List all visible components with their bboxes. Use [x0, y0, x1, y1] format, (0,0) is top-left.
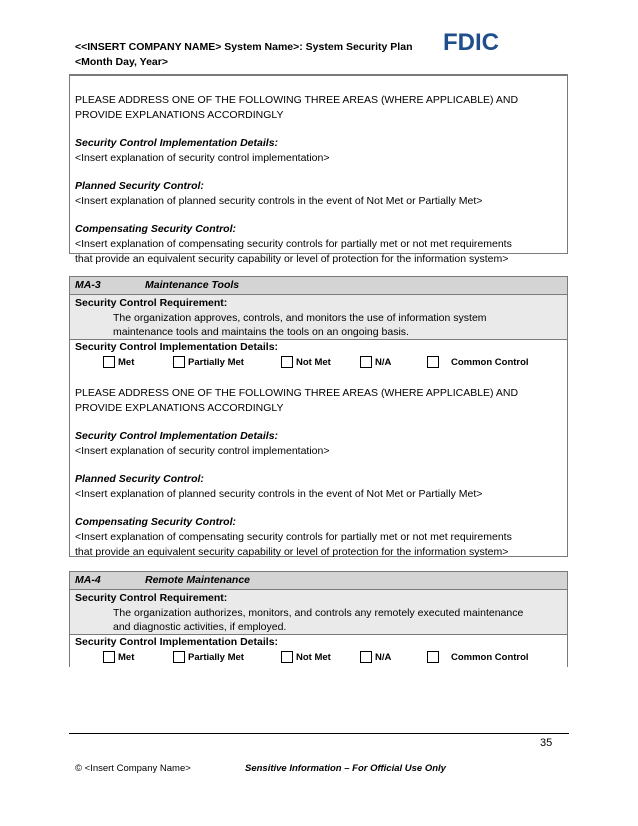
compensating-control-label: Compensating Security Control:: [75, 516, 237, 528]
instruction-text: PLEASE ADDRESS ONE OF THE FOLLOWING THREE AREAS (WHERE APPLICABLE) AND PROVIDE EXPLANATIONS ACCORDINGLY: [75, 387, 519, 414]
not-met-option[interactable]: Not Met: [281, 651, 360, 663]
page-number: 35: [540, 737, 553, 749]
requirement-text: The organization authorizes, monitors, and controls any remotely executed maintenance and diagnostic activities, if employed.: [70, 605, 567, 635]
control-title-bar: [70, 277, 567, 295]
impl-details-text[interactable]: <Insert explanation of security control implementation>: [75, 445, 330, 457]
planned-control-label: Planned Security Control:: [75, 180, 204, 192]
header-title: <<INSERT COMPANY NAME> System Name>: System Security Plan: [75, 41, 413, 53]
common-control-checkbox[interactable]: [427, 651, 439, 663]
na-checkbox[interactable]: [360, 651, 372, 663]
status-checkboxes: [70, 649, 567, 665]
not-met-option[interactable]: Not Met: [281, 356, 360, 368]
partially-met-checkbox[interactable]: [173, 651, 185, 663]
control-name: Maintenance Tools: [145, 279, 240, 291]
compensating-control-label: Compensating Security Control:: [75, 223, 237, 235]
partially-met-option[interactable]: Partially Met: [173, 651, 281, 663]
control-name: Remote Maintenance: [145, 574, 251, 586]
requirement-label: Security Control Requirement:: [70, 590, 567, 605]
met-checkbox[interactable]: [103, 651, 115, 663]
na-option[interactable]: N/A: [360, 651, 427, 663]
not-met-checkbox[interactable]: [281, 651, 293, 663]
planned-control-text[interactable]: <Insert explanation of planned security controls in the event of Not Met or Partially Met>: [75, 195, 483, 207]
met-option[interactable]: Met: [103, 356, 173, 368]
control-id: MA-3: [75, 279, 101, 291]
planned-control-text[interactable]: <Insert explanation of planned security controls in the event of Not Met or Partially Met>: [75, 488, 483, 500]
instruction-text: PLEASE ADDRESS ONE OF THE FOLLOWING THREE AREAS (WHERE APPLICABLE) AND PROVIDE EXPLANATIONS ACCORDINGLY: [75, 94, 519, 121]
partially-met-checkbox[interactable]: [173, 356, 185, 368]
control-id: MA-4: [75, 574, 101, 586]
fdic-logo: [443, 28, 501, 54]
footer-divider: [69, 733, 569, 734]
requirement-text: The organization approves, controls, and monitors the use of information system maintenance tools and maintains the tools on an ongoing basis.: [70, 310, 567, 340]
footer-copyright: © <Insert Company Name>: [75, 763, 191, 774]
requirement-label: Security Control Requirement:: [70, 295, 567, 310]
header-date: <Month Day, Year>: [75, 56, 168, 68]
common-control-checkbox[interactable]: [427, 356, 439, 368]
common-control-option[interactable]: Common Control: [427, 356, 529, 368]
compensating-control-text[interactable]: <Insert explanation of compensating security controls for partially met or not met requirements that provide an equivalent security capability or level of protection for the information system>: [75, 238, 512, 265]
impl-details-label: Security Control Implementation Details:: [75, 137, 279, 149]
address-block-top: [69, 74, 568, 265]
svg-text:FDIC: FDIC: [443, 29, 499, 54]
planned-control-label: Planned Security Control:: [75, 473, 204, 485]
not-met-checkbox[interactable]: [281, 356, 293, 368]
impl-details-label: Security Control Implementation Details:: [75, 430, 279, 442]
control-ma-4: [69, 571, 568, 667]
document-header: [75, 40, 412, 70]
implementation-label: Security Control Implementation Details:: [75, 636, 279, 648]
met-checkbox[interactable]: [103, 356, 115, 368]
status-checkboxes: [70, 354, 567, 370]
control-title-bar: [70, 572, 567, 590]
na-checkbox[interactable]: [360, 356, 372, 368]
met-option[interactable]: Met: [103, 651, 173, 663]
na-option[interactable]: N/A: [360, 356, 427, 368]
compensating-control-text[interactable]: <Insert explanation of compensating security controls for partially met or not met requirements that provide an equivalent security capability or level of protection for the information system>: [75, 531, 512, 558]
partially-met-option[interactable]: Partially Met: [173, 356, 281, 368]
footer-classification: Sensitive Information – For Official Use Only: [245, 763, 446, 774]
impl-details-text[interactable]: <Insert explanation of security control implementation>: [75, 152, 330, 164]
common-control-option[interactable]: Common Control: [427, 651, 529, 663]
implementation-label: Security Control Implementation Details:: [75, 341, 279, 353]
control-ma-3: [69, 276, 568, 557]
